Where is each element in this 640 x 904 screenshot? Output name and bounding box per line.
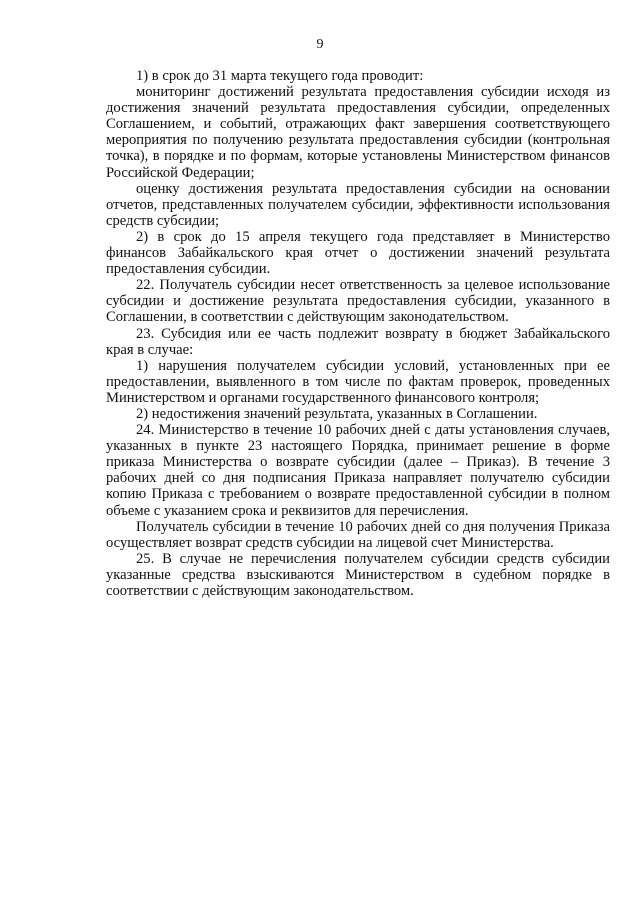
- document-body: [106, 68, 610, 599]
- paragraph-25-recovery: 25. В случае не перечисления получателем субсидии средств субсидии указанные средства взыскиваются Министерством в судебном порядке в соответствии с действующим законодательством.: [106, 550, 610, 599]
- paragraph-item-1-deadline-march: 1) в срок до 31 марта текущего года проводит:: [136, 68, 424, 84]
- paragraph-assessment: оценку достижения результата предоставления субсидии на основании отчетов, представленных получателем субсидии, эффективности использования средств субсидии;: [106, 180, 610, 229]
- paragraph-monitoring: мониторинг достижений результата предоставления субсидии исходя из достижения значений результата предоставления субсидии, определенных Соглашением, и событий, отражающих факт завершения соответствующего мероприятия по получению результата предоставления субсидии (контрольная точка), в порядке и по формам, которые установлены Министерством финансов Российской Федерации;: [106, 84, 610, 181]
- paragraph-23-case-2: 2) недостижения значений результата, указанных в Соглашении.: [136, 405, 538, 422]
- paragraph-23-case-1: 1) нарушения получателем субсидии условий, установленных при ее предоставлении, выявленного в том числе по фактам проверок, проведенных Министерством и органами государственного финансового контроля;: [106, 357, 610, 406]
- page-number: 9: [316, 37, 324, 52]
- paragraph-24-refund: Получатель субсидии в течение 10 рабочих дней со дня получения Приказа осуществляет возврат средств субсидии на лицевой счет Министерства.: [106, 518, 610, 551]
- paragraph-24-order: 24. Министерство в течение 10 рабочих дней с даты установления случаев, указанных в пункте 23 настоящего Порядка, принимает решение в форме приказа Министерства о возврате субсидии (далее – Приказ). В течение 3 рабочих дней со дня подписания Приказа направляет получателю субсидии копию Приказа с требованием о возврате предоставленной субсидии в полном объеме с указанием срока и реквизитов для перечисления.: [106, 422, 610, 519]
- paragraph-23-refund-cases: 23. Субсидия или ее часть подлежит возврату в бюджет Забайкальского края в случае:: [106, 325, 610, 358]
- paragraph-item-2-deadline-april: 2) в срок до 15 апреля текущего года представляет в Министерство финансов Забайкальского края отчет о достижении значений результата предоставления субсидии.: [106, 228, 610, 278]
- paragraph-22-responsibility: 22. Получатель субсидии несет ответственность за целевое использование субсидии и достижение результата предоставления субсидии, указанного в Соглашении, в соответствии с действующим законодательством.: [106, 277, 610, 326]
